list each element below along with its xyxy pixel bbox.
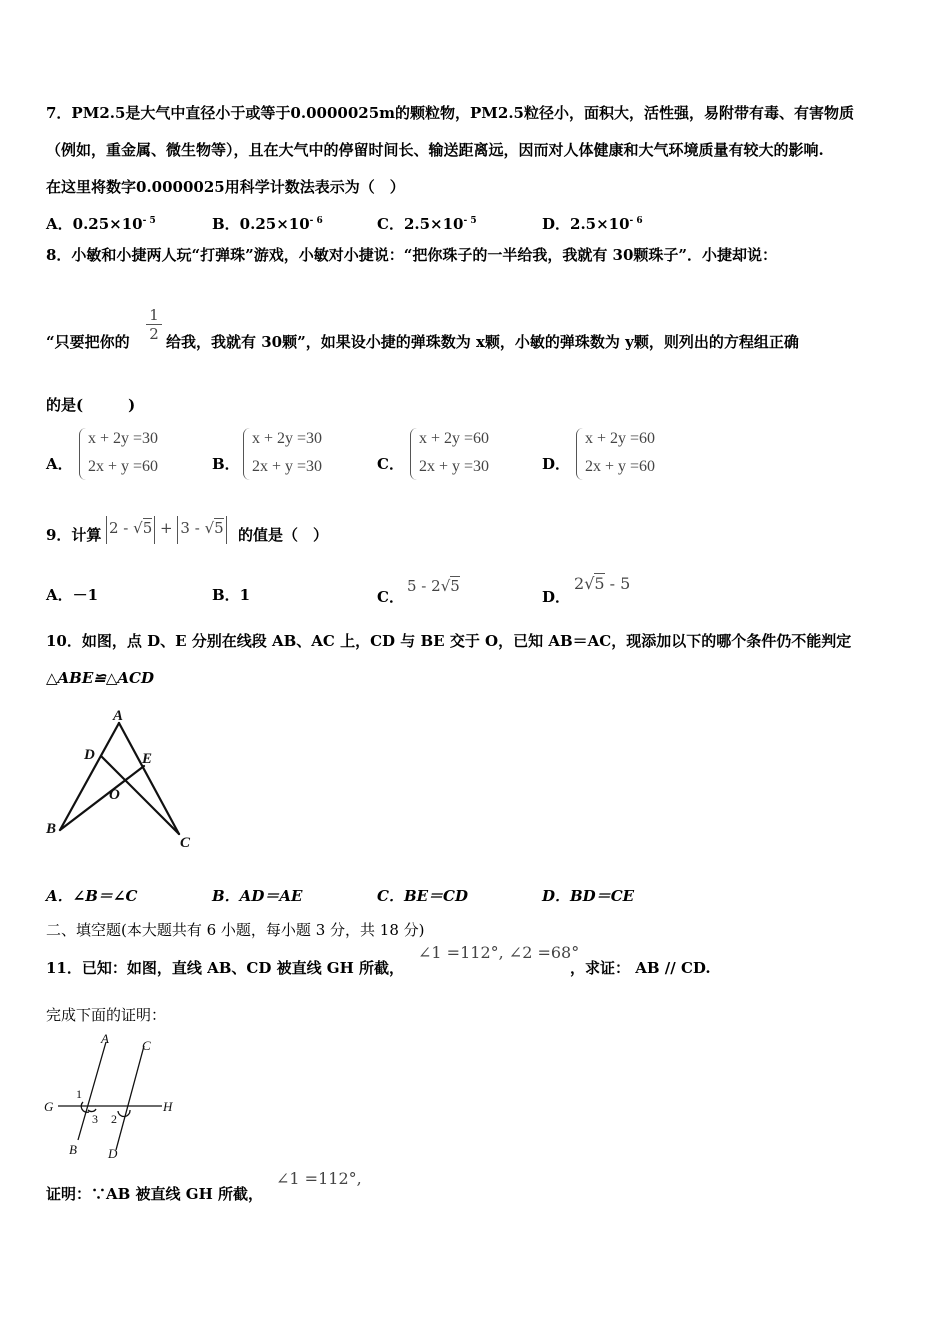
q7-option-b: B．$0.25\times 10^{- 6}$ bbox=[212, 215, 323, 233]
q8-option-c-brace bbox=[410, 428, 417, 480]
q10-label-e: E bbox=[142, 751, 153, 767]
q10-option-a: A．∠B＝∠C bbox=[46, 887, 138, 905]
q9-prefix: 9．计算 bbox=[46, 526, 102, 544]
q11-complete-prompt: 完成下面的证明： bbox=[46, 1006, 167, 1024]
q9-option-d: D． bbox=[542, 588, 571, 606]
q11-parallel-lines-figure bbox=[40, 1030, 190, 1165]
q8-option-b-label: B． bbox=[212, 455, 240, 473]
q8-option-c-label: C． bbox=[377, 455, 404, 473]
q9-option-c-expr: 5 - 2√5 bbox=[407, 577, 460, 595]
q8-option-d-label: D． bbox=[542, 455, 571, 473]
q11-label-c: C bbox=[142, 1038, 151, 1053]
q10-option-c: C．BE＝CD bbox=[377, 887, 468, 905]
q11-suffix: ，求证： AB // CD. bbox=[570, 959, 711, 977]
q10-label-c: C bbox=[180, 835, 191, 851]
q8-line2-pre: “只要把你的 bbox=[46, 333, 130, 351]
q10-label-b: B bbox=[46, 821, 57, 837]
q7-line2: （例如，重金属、微生物等），且在大气中的停留时间长、输送距离远，因而对人体健康和大气环境质量有较大的影响. bbox=[46, 141, 824, 159]
section-2-title: 二、填空题(本大题共有 6 小题，每小题 3 分，共 18 分) bbox=[46, 921, 425, 939]
q9-expression: 2 - √5 + 3 - √5 bbox=[106, 516, 227, 544]
q8-option-d-system: x + 2y =60 2x + y =60 bbox=[585, 430, 656, 475]
q8-line2-post: 给我，我就有 30颗”，如果设小捷的弹珠数为 x颗，小敏的弹珠数为 y颗，则列出的方程组正确 bbox=[166, 333, 799, 351]
q8-option-a-brace bbox=[79, 428, 86, 480]
q11-proof-angle: ∠1 =112°, bbox=[276, 1169, 362, 1188]
q9-option-a: A．－1 bbox=[46, 586, 99, 604]
q9-option-d-expr: 2√5 - 5 bbox=[574, 574, 631, 593]
q7-line3: 在这里将数字0.0000025用科学计数法表示为（ ） bbox=[46, 178, 405, 196]
q10-label-o: O bbox=[109, 787, 120, 803]
q8-option-c-system: x + 2y =60 2x + y =30 bbox=[419, 430, 490, 475]
q11-given-angles: ∠1 =112°, ∠2 =68° bbox=[418, 943, 580, 962]
q8-option-a-label: A． bbox=[46, 455, 73, 473]
q11-label-a: A bbox=[101, 1031, 109, 1046]
q11-angle-2-arc bbox=[118, 1110, 130, 1117]
q11-label-angle-3: 3 bbox=[92, 1112, 98, 1126]
q10-option-b: B．AD＝AE bbox=[212, 887, 303, 905]
q10-line-be bbox=[60, 766, 144, 830]
q10-line1: 10．如图，点 D、E 分别在线段 AB、AC 上，CD 与 BE 交于 O，已知 AB＝AC，现添加以下的哪个条件仍不能判定 bbox=[46, 632, 852, 650]
q7-line1: 7．PM2.5是大气中直径小于或等于0.0000025m的颗粒物，PM2.5粒径小，面积大，活性强，易附带有毒、有害物质 bbox=[46, 104, 854, 122]
q9-option-b: B．1 bbox=[212, 586, 251, 604]
q8-option-b-system: x + 2y =30 2x + y =30 bbox=[252, 430, 323, 475]
q10-triangle-figure bbox=[40, 705, 210, 855]
q11-label-g: G bbox=[44, 1099, 54, 1114]
q10-label-a: A bbox=[113, 708, 124, 724]
q7-option-a: A．$0.25\times 10^{- 5}$ bbox=[46, 215, 156, 233]
q8-option-a-system: x + 2y =30 2x + y =60 bbox=[88, 430, 159, 475]
q8-option-b-brace bbox=[243, 428, 250, 480]
q11-prefix: 11．已知：如图，直线 AB、CD 被直线 GH 所截， bbox=[46, 959, 405, 977]
q11-label-h: H bbox=[163, 1099, 173, 1114]
q11-label-d: D bbox=[108, 1146, 118, 1161]
q8-line3: 的是( ) bbox=[46, 396, 136, 414]
q10-option-d: D．BD＝CE bbox=[542, 887, 635, 905]
q7-option-d: D．$2.5\times 10^{- 6}$ bbox=[542, 215, 643, 233]
q7-option-c: C．$2.5\times 10^{- 5}$ bbox=[377, 215, 477, 233]
q11-label-angle-2: 2 bbox=[111, 1112, 117, 1126]
q10-line2: △ABE≌△ACD bbox=[46, 669, 154, 687]
q10-line-ab bbox=[60, 723, 119, 830]
q8-option-d-brace bbox=[576, 428, 583, 480]
q11-proof-start: 证明：∵AB 被直线 GH 所截， bbox=[46, 1185, 263, 1203]
q8-fraction: 1 2 bbox=[146, 306, 162, 343]
q9-option-c: C． bbox=[377, 588, 404, 606]
q11-line-cd bbox=[116, 1046, 144, 1150]
q10-label-d: D bbox=[84, 747, 95, 763]
q11-label-angle-1: 1 bbox=[76, 1087, 82, 1101]
q9-suffix: 的值是（ ） bbox=[238, 526, 329, 544]
q8-line1: 8．小敏和小捷两人玩“打弹珠”游戏，小敏对小捷说：“把你珠子的一半给我，我就有 30颗珠子”．小捷却说： bbox=[46, 246, 778, 264]
q11-label-b: B bbox=[69, 1142, 77, 1157]
